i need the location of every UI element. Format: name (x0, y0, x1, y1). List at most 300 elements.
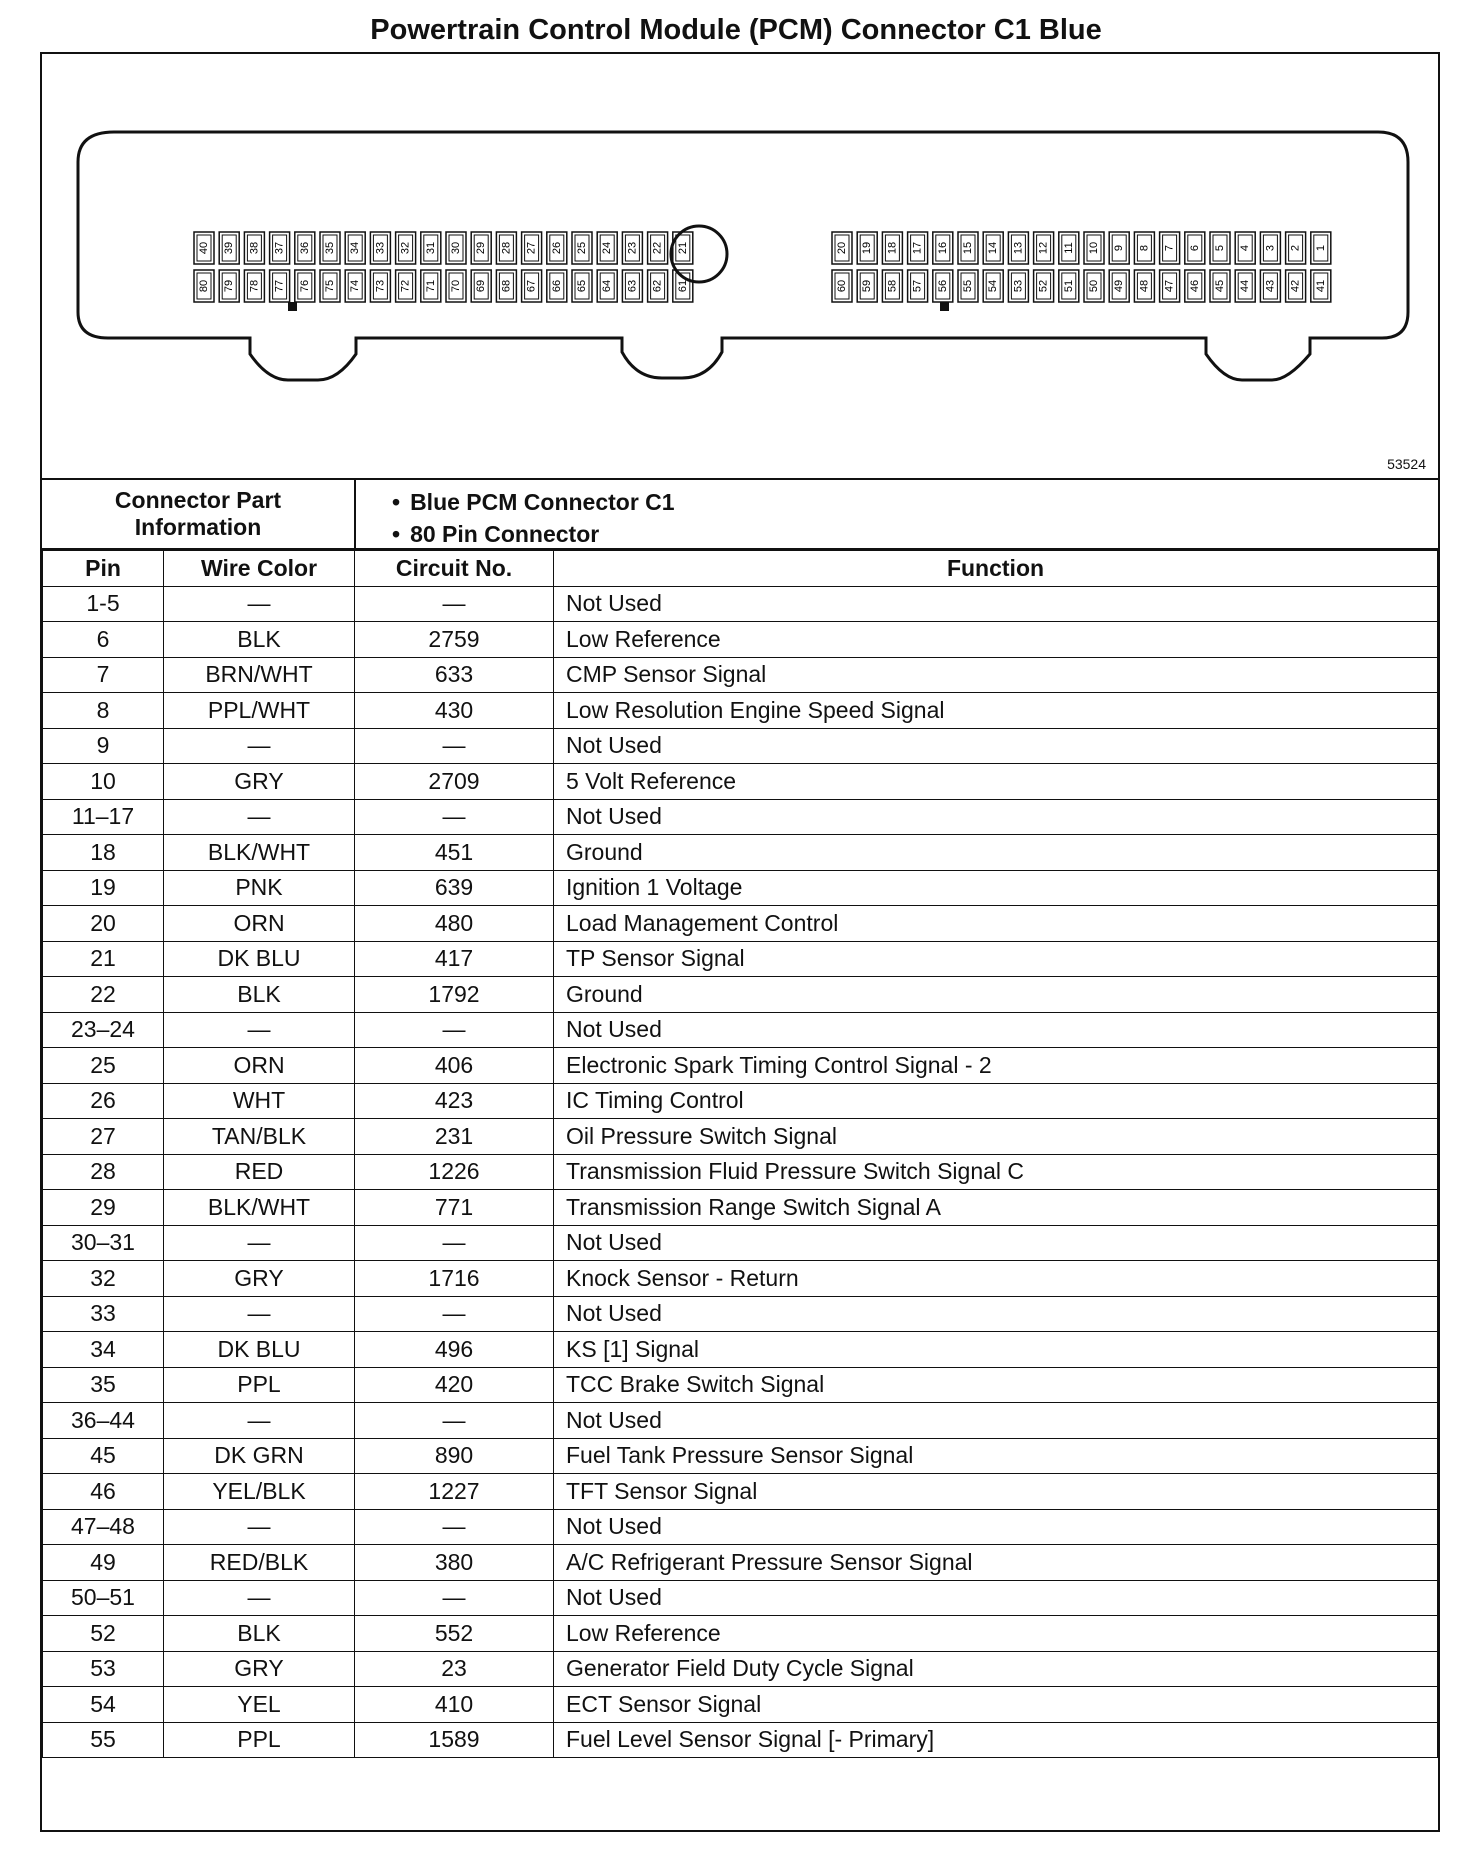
pin-cell (1210, 270, 1230, 302)
cell-circuit-no: — (355, 1296, 554, 1332)
pin-number: 71 (424, 279, 437, 293)
pin-number: 30 (450, 241, 462, 255)
table-row (43, 1651, 1438, 1687)
cell-pin: 52 (43, 1616, 164, 1652)
pin-cell (396, 232, 416, 264)
pin-number: 63 (626, 279, 639, 293)
cell-pin: 20 (43, 906, 164, 942)
cell-wire-color: DK GRN (164, 1438, 355, 1474)
table-row (43, 586, 1438, 622)
pin-number: 14 (987, 241, 1000, 255)
header-wire-color: Wire Color (164, 551, 355, 587)
table-row (43, 657, 1438, 693)
cell-function: Fuel Tank Pressure Sensor Signal (554, 1438, 1438, 1474)
cell-circuit-no: 451 (355, 835, 554, 871)
pin-cell (1235, 270, 1255, 302)
pin-cell (547, 232, 567, 264)
pin-cell (244, 270, 264, 302)
pin-cell (244, 232, 264, 264)
pin-number: 34 (349, 241, 362, 255)
table-row (43, 1190, 1438, 1226)
cell-function: Ground (554, 977, 1438, 1013)
figure-number: 53524 (1387, 456, 1426, 472)
cell-wire-color: DK BLU (164, 941, 355, 977)
pin-cell (1260, 270, 1280, 302)
page-title: Powertrain Control Module (PCM) Connector C1 Blue (370, 14, 1102, 46)
pin-number: 31 (424, 241, 437, 255)
cell-wire-color: — (164, 728, 355, 764)
table-row (43, 977, 1438, 1013)
pin-cell (219, 270, 239, 302)
key-mark-right (940, 302, 949, 311)
cell-function: CMP Sensor Signal (554, 657, 1438, 693)
pin-number: 15 (962, 241, 974, 255)
pin-cell (1160, 270, 1180, 302)
table-row (43, 1616, 1438, 1652)
cell-wire-color: BLK (164, 1616, 355, 1652)
cell-circuit-no: — (355, 1012, 554, 1048)
cell-pin: 35 (43, 1367, 164, 1403)
cell-circuit-no: 480 (355, 906, 554, 942)
pin-cell (1160, 232, 1180, 264)
table-row (43, 1687, 1438, 1723)
pin-cell (471, 232, 491, 264)
pin-cell (597, 232, 617, 264)
cell-circuit-no: — (355, 1225, 554, 1261)
pin-cell (345, 270, 365, 302)
pin-number: 6 (1188, 244, 1201, 252)
pin-number: 13 (1012, 241, 1025, 255)
pin-number: 80 (198, 279, 210, 293)
pin-cell (983, 270, 1003, 302)
cell-circuit-no: 1716 (355, 1261, 554, 1297)
pin-cell (496, 232, 516, 264)
pin-cell (194, 232, 214, 264)
pin-number: 32 (399, 241, 412, 255)
pin-cell (622, 232, 642, 264)
cell-pin: 45 (43, 1438, 164, 1474)
pin-cell (622, 270, 642, 302)
cell-circuit-no: 552 (355, 1616, 554, 1652)
cell-circuit-no: 496 (355, 1332, 554, 1368)
cell-function: Not Used (554, 586, 1438, 622)
cell-wire-color: DK BLU (164, 1332, 355, 1368)
cell-pin: 23–24 (43, 1012, 164, 1048)
cell-circuit-no: — (355, 1403, 554, 1439)
table-row (43, 870, 1438, 906)
pin-number: 35 (324, 241, 336, 255)
cell-pin: 47–48 (43, 1509, 164, 1545)
pin-number: 54 (987, 279, 1000, 293)
cell-function: Not Used (554, 728, 1438, 764)
table-row (43, 764, 1438, 800)
cell-pin: 19 (43, 870, 164, 906)
cell-pin: 1-5 (43, 586, 164, 622)
pin-cell (933, 270, 953, 302)
cell-pin: 9 (43, 728, 164, 764)
cell-pin: 28 (43, 1154, 164, 1190)
pin-number: 24 (601, 241, 614, 255)
pin-number: 4 (1239, 244, 1252, 252)
cell-circuit-no: 771 (355, 1190, 554, 1226)
pin-cell (1286, 232, 1306, 264)
cell-wire-color: — (164, 799, 355, 835)
cell-circuit-no: 430 (355, 693, 554, 729)
pin-number: 20 (836, 241, 848, 255)
cell-circuit-no: — (355, 1580, 554, 1616)
pin-number: 47 (1163, 279, 1176, 293)
cell-pin: 7 (43, 657, 164, 693)
pin-cell (1235, 232, 1255, 264)
pin-cell (648, 270, 668, 302)
cell-wire-color: — (164, 1225, 355, 1261)
pin-cell (396, 270, 416, 302)
pin-number: 17 (911, 241, 924, 255)
cell-function: Ground (554, 835, 1438, 871)
cell-wire-color: PPL (164, 1367, 355, 1403)
cell-function: Fuel Level Sensor Signal [- Primary] (554, 1722, 1438, 1758)
cell-pin: 10 (43, 764, 164, 800)
table-header-row (43, 551, 1438, 587)
connector-outline (78, 132, 1408, 380)
cell-wire-color: — (164, 1509, 355, 1545)
pin-number: 55 (962, 279, 974, 293)
pin-cell (345, 232, 365, 264)
pin-cell (1311, 270, 1331, 302)
cell-wire-color: WHT (164, 1083, 355, 1119)
cell-wire-color: RED (164, 1154, 355, 1190)
connector-part-information (42, 478, 1438, 550)
pin-cell (295, 232, 315, 264)
pin-number: 39 (223, 241, 236, 255)
cell-function: Not Used (554, 1509, 1438, 1545)
cell-function: TFT Sensor Signal (554, 1474, 1438, 1510)
pin-number: 11 (1062, 242, 1075, 254)
table-row (43, 1225, 1438, 1261)
pin-number: 10 (1088, 241, 1100, 255)
pin-cell (1134, 232, 1154, 264)
pin-cell (1034, 270, 1054, 302)
pin-cell (219, 232, 239, 264)
info-label: Connector Part Information (42, 480, 356, 548)
cell-circuit-no: — (355, 586, 554, 622)
table-row (43, 1474, 1438, 1510)
cell-function: 5 Volt Reference (554, 764, 1438, 800)
cell-function: TP Sensor Signal (554, 941, 1438, 977)
pin-number: 60 (836, 279, 848, 293)
cell-function: Generator Field Duty Cycle Signal (554, 1651, 1438, 1687)
pin-cell (1008, 232, 1028, 264)
cell-circuit-no: 639 (355, 870, 554, 906)
cell-wire-color: GRY (164, 1651, 355, 1687)
table-row (43, 1722, 1438, 1758)
pin-cell (421, 232, 441, 264)
pin-number: 65 (576, 279, 588, 293)
pin-number: 50 (1088, 279, 1100, 293)
pin-number: 3 (1264, 244, 1277, 252)
cell-circuit-no: 1226 (355, 1154, 554, 1190)
cell-wire-color: PNK (164, 870, 355, 906)
pin-number: 70 (450, 279, 462, 293)
table-row (43, 1403, 1438, 1439)
pin-cell (446, 232, 466, 264)
pin-number: 28 (500, 241, 513, 255)
cell-function: A/C Refrigerant Pressure Sensor Signal (554, 1545, 1438, 1581)
pin-cell (673, 232, 693, 264)
pin-cell (958, 232, 978, 264)
pin-cell (933, 232, 953, 264)
pin-number: 61 (676, 279, 689, 293)
cell-function: TCC Brake Switch Signal (554, 1367, 1438, 1403)
pin-cell (832, 232, 852, 264)
pin-cell (832, 270, 852, 302)
pin-number: 2 (1289, 244, 1302, 252)
table-row (43, 1367, 1438, 1403)
pin-number: 12 (1037, 241, 1050, 255)
pin-cell (295, 270, 315, 302)
pin-cell (496, 270, 516, 302)
pin-number: 29 (475, 241, 488, 255)
pin-cell (1260, 232, 1280, 264)
pin-number: 19 (861, 241, 874, 255)
pin-number: 64 (601, 279, 614, 293)
cell-pin: 29 (43, 1190, 164, 1226)
cell-function: ECT Sensor Signal (554, 1687, 1438, 1723)
document-frame (40, 52, 1440, 1832)
cell-pin: 33 (43, 1296, 164, 1332)
pin-number: 69 (475, 279, 488, 293)
cell-circuit-no: — (355, 1509, 554, 1545)
cell-wire-color: YEL/BLK (164, 1474, 355, 1510)
pin-number: 25 (576, 241, 588, 255)
pin-cell (421, 270, 441, 302)
pin-number: 18 (886, 241, 899, 255)
table-row (43, 1509, 1438, 1545)
pin-number: 5 (1214, 244, 1226, 252)
pin-cell (1109, 232, 1129, 264)
pin-number: 53 (1012, 279, 1025, 293)
pin-cell (983, 232, 1003, 264)
pin-cell (1311, 232, 1331, 264)
cell-wire-color: BLK/WHT (164, 835, 355, 871)
cell-pin: 50–51 (43, 1580, 164, 1616)
cell-pin: 26 (43, 1083, 164, 1119)
pin-number: 76 (298, 279, 311, 293)
cell-wire-color: — (164, 1012, 355, 1048)
table-row (43, 1580, 1438, 1616)
key-mark-left (288, 302, 297, 311)
cell-wire-color: RED/BLK (164, 1545, 355, 1581)
cell-circuit-no: 23 (355, 1651, 554, 1687)
pin-cell (908, 232, 928, 264)
pin-number: 23 (626, 241, 639, 255)
pin-number: 78 (248, 279, 261, 293)
info-bullet-2: • 80 Pin Connector (392, 518, 675, 550)
pin-number: 7 (1163, 244, 1176, 252)
cell-pin: 6 (43, 622, 164, 658)
pin-cell (1109, 270, 1129, 302)
info-bullets (392, 486, 675, 550)
cell-circuit-no: 1589 (355, 1722, 554, 1758)
cell-wire-color: BLK (164, 622, 355, 658)
cell-pin: 21 (43, 941, 164, 977)
cell-function: Not Used (554, 1012, 1438, 1048)
header-circuit-no: Circuit No. (355, 551, 554, 587)
cell-pin: 32 (43, 1261, 164, 1297)
cell-wire-color: PPL (164, 1722, 355, 1758)
pin-cell (547, 270, 567, 302)
cell-circuit-no: 633 (355, 657, 554, 693)
pin-number: 41 (1314, 279, 1327, 293)
pin-number: 8 (1138, 244, 1151, 252)
pin-cell (471, 270, 491, 302)
cell-function: Transmission Fluid Pressure Switch Signal C (554, 1154, 1438, 1190)
pin-number: 44 (1239, 279, 1252, 293)
cell-pin: 53 (43, 1651, 164, 1687)
table-row (43, 941, 1438, 977)
table-row (43, 693, 1438, 729)
pin-cell (572, 270, 592, 302)
pin-cell (370, 232, 390, 264)
table-row (43, 1438, 1438, 1474)
cell-circuit-no: 2759 (355, 622, 554, 658)
pin-cell (857, 232, 877, 264)
pin-number: 77 (273, 279, 286, 293)
table-row (43, 1048, 1438, 1084)
table-row (43, 728, 1438, 764)
pin-cell (648, 232, 668, 264)
cell-circuit-no: — (355, 799, 554, 835)
cell-wire-color: — (164, 1296, 355, 1332)
pin-cell (522, 270, 542, 302)
pin-number: 56 (936, 279, 949, 293)
pin-number: 21 (676, 241, 689, 255)
cell-pin: 18 (43, 835, 164, 871)
connector-diagram (42, 54, 1438, 478)
cell-function: Low Resolution Engine Speed Signal (554, 693, 1438, 729)
cell-function: Ignition 1 Voltage (554, 870, 1438, 906)
cell-pin: 34 (43, 1332, 164, 1368)
pin-cell (597, 270, 617, 302)
cell-wire-color: YEL (164, 1687, 355, 1723)
cell-pin: 49 (43, 1545, 164, 1581)
cell-pin: 55 (43, 1722, 164, 1758)
cell-wire-color: ORN (164, 1048, 355, 1084)
cell-wire-color: BLK/WHT (164, 1190, 355, 1226)
pin-number: 49 (1113, 279, 1126, 293)
pin-number: 27 (525, 241, 538, 255)
pin-cell (1185, 270, 1205, 302)
pin-cell (446, 270, 466, 302)
cell-function: Not Used (554, 799, 1438, 835)
pin-cell (1059, 232, 1079, 264)
table-row (43, 1296, 1438, 1332)
pin-number: 40 (198, 241, 210, 255)
pin-number: 57 (911, 279, 924, 293)
pin-number: 75 (324, 279, 336, 293)
header-function: Function (554, 551, 1438, 587)
cell-wire-color: GRY (164, 1261, 355, 1297)
cell-wire-color: PPL/WHT (164, 693, 355, 729)
pin-number: 62 (651, 279, 664, 293)
cell-function: KS [1] Signal (554, 1332, 1438, 1368)
cell-circuit-no: 1792 (355, 977, 554, 1013)
cell-circuit-no: 420 (355, 1367, 554, 1403)
cell-function: Knock Sensor - Return (554, 1261, 1438, 1297)
cell-pin: 27 (43, 1119, 164, 1155)
pin-number: 26 (550, 241, 563, 255)
cell-circuit-no: 417 (355, 941, 554, 977)
pin-number: 22 (651, 241, 664, 255)
cell-circuit-no: 2709 (355, 764, 554, 800)
pin-cell (1185, 232, 1205, 264)
cell-function: Oil Pressure Switch Signal (554, 1119, 1438, 1155)
cell-wire-color: TAN/BLK (164, 1119, 355, 1155)
cell-pin: 30–31 (43, 1225, 164, 1261)
cell-function: Load Management Control (554, 906, 1438, 942)
cell-circuit-no: 890 (355, 1438, 554, 1474)
pin-cell (908, 270, 928, 302)
pin-number: 36 (298, 241, 311, 255)
header-pin: Pin (43, 551, 164, 587)
cell-circuit-no: 380 (355, 1545, 554, 1581)
pin-number: 66 (550, 279, 563, 293)
pin-cell (1286, 270, 1306, 302)
cell-function: Not Used (554, 1403, 1438, 1439)
pin-number: 43 (1264, 279, 1277, 293)
pin-cell (1134, 270, 1154, 302)
info-bullet-1: • Blue PCM Connector C1 (392, 486, 675, 518)
pin-cell (270, 232, 290, 264)
pin-number: 59 (861, 279, 874, 293)
table-row (43, 1545, 1438, 1581)
pin-cell (1084, 270, 1104, 302)
pin-number: 73 (374, 279, 387, 293)
pin-number: 42 (1289, 279, 1302, 293)
pin-number: 45 (1214, 279, 1226, 293)
cell-function: Electronic Spark Timing Control Signal - 2 (554, 1048, 1438, 1084)
pin-cell (882, 270, 902, 302)
table-row (43, 622, 1438, 658)
cell-pin: 46 (43, 1474, 164, 1510)
pin-cell (1034, 232, 1054, 264)
cell-wire-color: — (164, 586, 355, 622)
cell-wire-color: — (164, 1580, 355, 1616)
cell-pin: 8 (43, 693, 164, 729)
pin-number: 16 (936, 241, 949, 255)
pin-number: 67 (525, 279, 538, 293)
cell-wire-color: BLK (164, 977, 355, 1013)
pin-cell (1059, 270, 1079, 302)
pin-number: 58 (886, 279, 899, 293)
pin-cell (673, 270, 693, 302)
table-row (43, 1012, 1438, 1048)
pin-cell (270, 270, 290, 302)
table-row (43, 1261, 1438, 1297)
pinout-table (42, 550, 1438, 1758)
table-row (43, 1154, 1438, 1190)
pin-number: 52 (1037, 279, 1050, 293)
pin-cell (320, 232, 340, 264)
pin-number: 74 (349, 279, 362, 293)
cell-function: Transmission Range Switch Signal A (554, 1190, 1438, 1226)
pin-number: 38 (248, 241, 261, 255)
pin-number: 46 (1188, 279, 1201, 293)
pin-cell (1210, 232, 1230, 264)
table-row (43, 799, 1438, 835)
pin-number: 33 (374, 241, 387, 255)
cell-wire-color: — (164, 1403, 355, 1439)
